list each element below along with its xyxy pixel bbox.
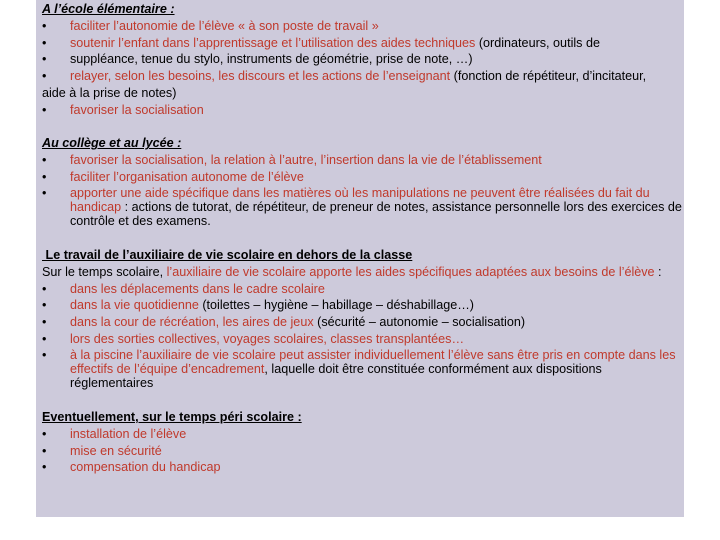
- bullet-icon: •: [42, 281, 47, 296]
- spacer: [42, 119, 682, 136]
- list-item: • à la piscine l’auxiliaire de vie scolaire peut assister individuellement l’élève sans être pris en compte dans les effectifs de l’équipe d’encadrement, laquelle doit être constituée conformément aux dispositions réglementaires: [42, 348, 676, 390]
- list-item: • installation de l’élève: [42, 426, 187, 441]
- bullet-icon: •: [42, 186, 47, 201]
- bullet-icon: •: [42, 331, 47, 346]
- section-elementary: [42, 1, 682, 119]
- bullet-icon: •: [42, 460, 47, 475]
- list-item: • lors des sorties collectives, voyages scolaires, classes transplantées…: [42, 331, 465, 346]
- bullet-icon: •: [42, 52, 47, 67]
- heading-college: Au collège et au lycée :: [42, 136, 182, 151]
- list-item: • soutenir l’enfant dans l’apprentissage et l’utilisation des aides techniques (ordinateurs, outils de: [42, 35, 600, 50]
- bullet-icon: •: [42, 153, 47, 168]
- list-item: • suppléance, tenue du stylo, instruments de géométrie, prise de note, …): [42, 52, 473, 67]
- section-college: [42, 135, 682, 230]
- list-item: • apporter une aide spécifique dans les matières où les manipulations ne peuvent être réalisées du fait du handicap : actions de tutorat, de répétiteur, de preneur de notes, assistance personnelle lors des exercices de contrôle et des examens.: [42, 186, 682, 228]
- heading-outside: Le travail de l’auxiliaire de vie scolaire en dehors de la classe: [42, 247, 413, 262]
- bullet-icon: •: [42, 315, 47, 330]
- bullet-icon: •: [42, 18, 47, 33]
- bullet-icon: •: [42, 68, 47, 83]
- list-item: • dans les déplacements dans le cadre scolaire: [42, 281, 325, 296]
- list-item: • compensation du handicap: [42, 460, 221, 475]
- slide-content: [42, 1, 682, 476]
- bullet-icon: •: [42, 298, 47, 313]
- list-item: • favoriser la socialisation, la relation à l’autre, l’insertion dans la vie de l’établissement: [42, 153, 542, 168]
- slide-panel: [36, 0, 684, 517]
- list-item: • dans la vie quotidienne (toilettes – hygiène – habillage – déshabillage…): [42, 298, 474, 313]
- list-item: • faciliter l’autonomie de l’élève « à son poste de travail »: [42, 18, 379, 33]
- heading-periscolaire: Eventuellement, sur le temps péri scolaire :: [42, 409, 302, 424]
- spacer: [42, 392, 682, 409]
- spacer: [42, 230, 682, 247]
- list-continuation: aide à la prise de notes): [42, 85, 177, 100]
- section-periscolaire: [42, 409, 682, 476]
- list-item: • dans la cour de récréation, les aires de jeux (sécurité – autonomie – socialisation): [42, 315, 526, 330]
- intro-paragraph: Sur le temps scolaire, l’auxiliaire de vie scolaire apporte les aides spécifiques adaptées aux besoins de l’élève :: [42, 264, 662, 279]
- bullet-icon: •: [42, 426, 47, 441]
- list-item: • mise en sécurité: [42, 443, 162, 458]
- heading-elementary: A l’école élémentaire :: [42, 2, 175, 16]
- list-item: • favoriser la socialisation: [42, 102, 204, 117]
- list-item: • relayer, selon les besoins, les discours et les actions de l’enseignant (fonction de répétiteur, d’incitateur,: [42, 68, 647, 83]
- section-outside: [42, 247, 682, 392]
- bullet-icon: •: [42, 169, 47, 184]
- bullet-icon: •: [42, 443, 47, 458]
- bullet-icon: •: [42, 35, 47, 50]
- list-item: • faciliter l’organisation autonome de l’élève: [42, 169, 304, 184]
- bullet-icon: •: [42, 102, 47, 117]
- bullet-icon: •: [42, 348, 47, 363]
